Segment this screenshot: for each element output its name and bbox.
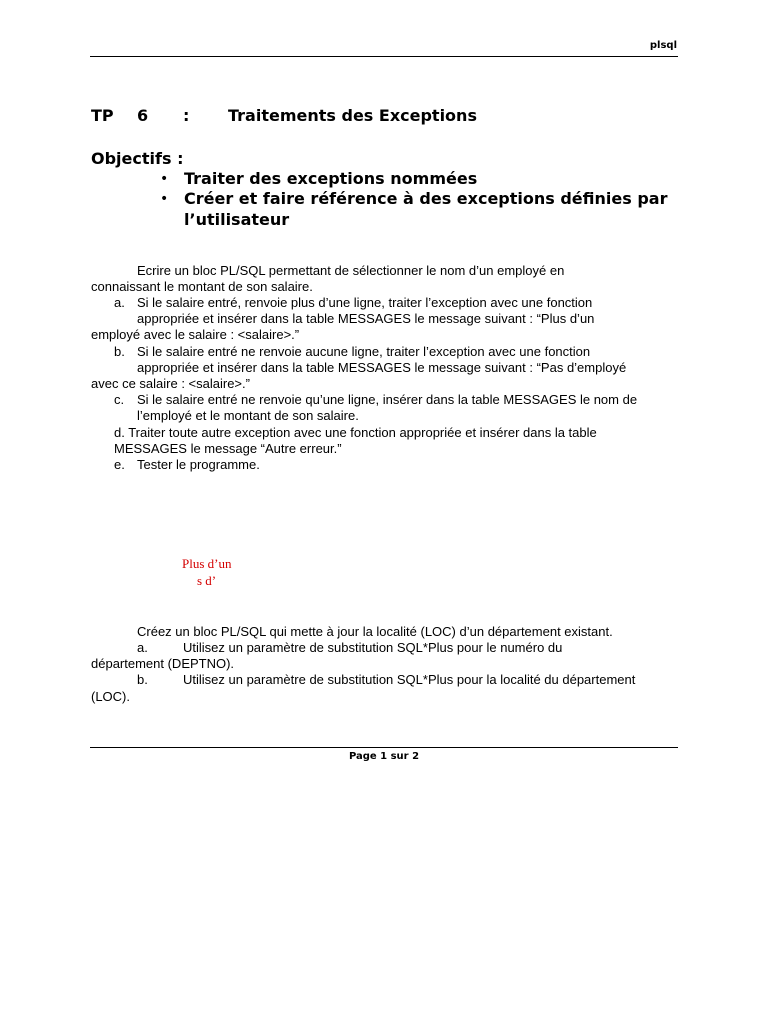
item-d-text-cont: MESSAGES le message “Autre erreur.” [114, 441, 342, 456]
item-b-text-cont2: avec ce salaire : <salaire>.” [91, 376, 250, 391]
page-number: Page 1 sur 2 [348, 751, 420, 762]
item-e-label: e. [114, 457, 125, 472]
title-number: 6 [137, 106, 149, 125]
ex2-item-b-text-cont: (LOC). [91, 689, 130, 704]
red-note-line1: Plus d’un [182, 556, 232, 571]
item-b-label: b. [114, 344, 125, 359]
objective-item-2-cont: l’utilisateur [184, 210, 290, 229]
title-colon: : [183, 106, 190, 125]
ex2-item-b-label: b. [137, 672, 148, 687]
item-c-text-cont: l’employé et le montant de son salaire. [137, 408, 359, 423]
ex2-item-b-text: Utilisez un paramètre de substitution SQL*Plus pour la localité du département [183, 672, 636, 687]
item-c-label: c. [114, 392, 125, 407]
item-a-text: Si le salaire entré, renvoie plus d’une ligne, traiter l’exception avec une fonction [137, 295, 593, 310]
bullet-icon: • [160, 191, 169, 207]
title-tp: TP [91, 106, 114, 125]
objective-item-1: Traiter des exceptions nommées [184, 169, 478, 188]
ex2-item-a-text: Utilisez un paramètre de substitution SQL*Plus pour le numéro du [183, 640, 563, 655]
page-title: Traitements des Exceptions [228, 106, 477, 125]
exercise1-intro: Ecrire un bloc PL/SQL permettant de sélectionner le nom d’un employé en [137, 263, 565, 278]
header-rule [90, 56, 678, 57]
ex2-item-a-label: a. [137, 640, 148, 655]
item-b-text: Si le salaire entré ne renvoie aucune ligne, traiter l’exception avec une fonction [137, 344, 591, 359]
exercise1-intro-cont: connaissant le montant de son salaire. [91, 279, 313, 294]
item-a-text-cont2: employé avec le salaire : <salaire>.” [91, 327, 300, 342]
ex2-item-a-text-cont: département (DEPTNO). [91, 656, 235, 671]
objective-item-2: Créer et faire référence à des exceptions définies par [184, 189, 668, 208]
item-a-label: a. [114, 295, 125, 310]
red-note-line2: s d’ [197, 573, 217, 588]
bullet-icon: • [160, 171, 169, 187]
item-c-text: Si le salaire entré ne renvoie qu’une ligne, insérer dans la table MESSAGES le nom de [137, 392, 638, 407]
objectives-heading: Objectifs : [91, 149, 184, 168]
item-e-text: Tester le programme. [137, 457, 260, 472]
footer-rule [90, 747, 678, 748]
header-label: plsql [649, 40, 677, 51]
item-b-text-cont: appropriée et insérer dans la table MESSAGES le message suivant : “Pas d’employé [137, 360, 627, 375]
item-d-text: d. Traiter toute autre exception avec une fonction appropriée et insérer dans la table [114, 425, 597, 440]
exercise2-intro: Créez un bloc PL/SQL qui mette à jour la localité (LOC) d’un département existant. [137, 624, 613, 639]
item-a-text-cont: appropriée et insérer dans la table MESSAGES le message suivant : “Plus d’un [137, 311, 595, 326]
